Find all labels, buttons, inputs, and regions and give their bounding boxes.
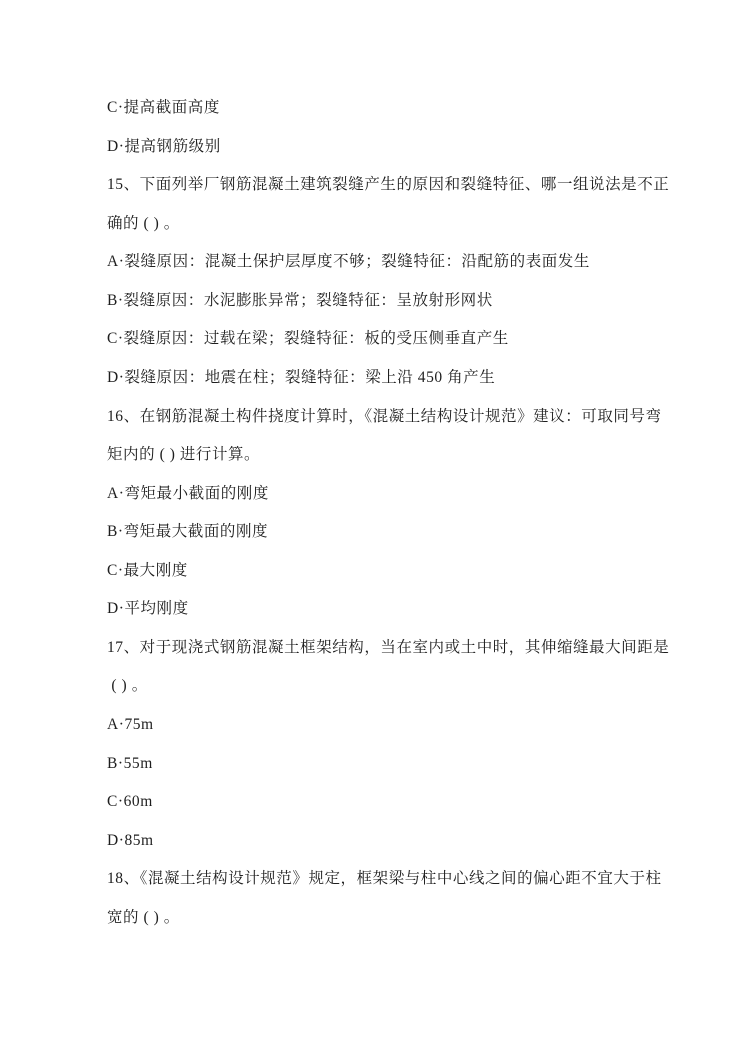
question-15-option-b: B·裂缝原因：水泥膨胀异常；裂缝特征：呈放射形网状 — [107, 291, 493, 309]
question-17-option-c: C·60m — [107, 793, 153, 811]
question-14-option-d: D·提高钢筋级别 — [107, 137, 221, 155]
question-17-option-a: A·75m — [107, 716, 154, 733]
question-16-option-c: C·最大刚度 — [107, 561, 188, 579]
document-text-block — [107, 89, 670, 937]
question-15-option-d: D·裂缝原因：地震在柱；裂缝特征：梁上沿 450 角产生 — [107, 368, 496, 386]
question-17-option-d: D·85m — [107, 831, 154, 849]
question-17-text-line-1: 17、对于现浇式钢筋混凝土框架结构，当在室内或土中时，其伸缩缝最大间距是 — [107, 638, 670, 656]
question-15-text-line-1: 15、下面列举厂钢筋混凝土建筑裂缝产生的原因和裂缝特征、哪一组说法是不正 — [107, 176, 670, 194]
question-14-option-c: C·提高截面高度 — [107, 99, 220, 116]
question-17-option-b: B·55m — [107, 754, 153, 772]
question-16-text-line-1: 16、在钢筋混凝土构件挠度计算时，《混凝土结构设计规范》建议：可取同号弯 — [107, 407, 662, 425]
question-17-text-line-2: ( ) 。 — [107, 677, 148, 695]
question-15-option-c: C·裂缝原因：过载在梁；裂缝特征：板的受压侧垂直产生 — [107, 330, 509, 348]
question-18-text-line-1: 18、《混凝土结构设计规范》规定，框架梁与柱中心线之间的偏心距不宜大于柱 — [107, 870, 662, 888]
question-16-option-a: A·弯矩最小截面的刚度 — [107, 484, 269, 502]
question-16-text-line-2: 矩内的 ( ) 进行计算。 — [107, 446, 261, 464]
question-16-option-b: B·弯矩最大截面的刚度 — [107, 523, 269, 541]
question-18-text-line-2: 宽的 ( ) 。 — [107, 908, 180, 926]
question-15-option-a: A·裂缝原因：混凝土保护层厚度不够；裂缝特征：沿配筋的表面发生 — [107, 253, 590, 271]
question-15-text-line-2: 确的 ( ) 。 — [107, 214, 180, 232]
question-16-option-d: D·平均刚度 — [107, 600, 189, 618]
